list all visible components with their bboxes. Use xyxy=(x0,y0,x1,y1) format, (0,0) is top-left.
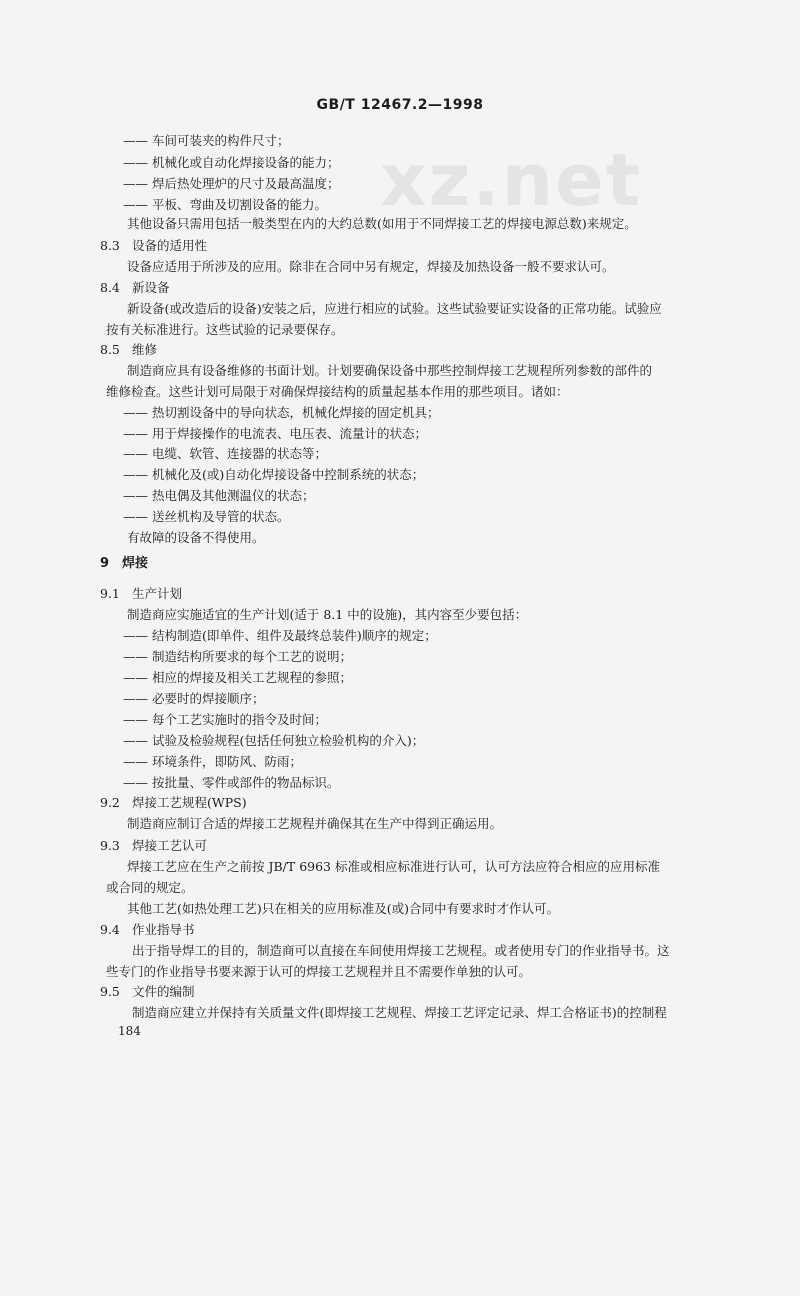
clause-title: 生产计划 xyxy=(132,586,183,601)
clause-title: 新设备 xyxy=(132,280,170,295)
paragraph-line: 出于指导焊工的目的，制造商可以直接在车间使用焊接工艺规程。或者使用专门的作业指导书。这 xyxy=(132,943,670,958)
section-number: 9 xyxy=(100,556,110,571)
clause-heading xyxy=(100,922,195,938)
clause-number: 9.2 xyxy=(100,795,120,810)
list-item: —— 试验及检验规程(包括任何独立检验机构的介入)； xyxy=(123,733,425,748)
clause-title: 维修 xyxy=(132,342,158,357)
section-title: 焊接 xyxy=(122,556,149,571)
clause-number: 9.3 xyxy=(100,838,120,853)
clause-title: 焊接工艺规程(WPS) xyxy=(132,795,247,810)
paragraph-line: 些专门的作业指导书要来源于认可的焊接工艺规程并且不需要作单独的认可。 xyxy=(106,964,532,979)
list-item: —— 机械化或自动化焊接设备的能力； xyxy=(123,155,340,170)
paragraph-line: 其他设备只需用包括一般类型在内的大约总数(如用于不同焊接工艺的焊接电源总数)来规定。 xyxy=(127,216,637,231)
list-item: —— 热切割设备中的导向状态，机械化焊接的固定机具； xyxy=(123,405,440,420)
watermark: xz.net xyxy=(380,138,643,222)
list-item: —— 按批量、零件或部件的物品标识。 xyxy=(123,775,340,790)
paragraph-line: 设备应适用于所涉及的应用。除非在合同中另有规定，焊接及加热设备一般不要求认可。 xyxy=(127,259,615,274)
clause-title: 作业指导书 xyxy=(132,922,195,937)
list-item: —— 热电偶及其他测温仪的状态； xyxy=(123,488,315,503)
clause-heading xyxy=(100,984,195,1000)
section-heading xyxy=(100,556,148,572)
paragraph-line: 有故障的设备不得使用。 xyxy=(127,530,265,545)
clause-number: 8.3 xyxy=(100,238,120,253)
paragraph-line: 维修检查。这些计划可局限于对确保焊接结构的质量起基本作用的那些项目。诸如： xyxy=(106,384,569,399)
list-item: —— 必要时的焊接顺序； xyxy=(123,691,265,706)
paragraph-line: 制造商应制订合适的焊接工艺规程并确保其在生产中得到正确运用。 xyxy=(127,816,503,831)
paragraph-line: 制造商应实施适宜的生产计划(适于 8.1 中的设施)，其内容至少要包括： xyxy=(127,607,528,622)
page-header: GB/T 12467.2—1998 xyxy=(316,97,484,113)
list-item: —— 平板、弯曲及切割设备的能力。 xyxy=(123,197,327,212)
clause-number: 9.1 xyxy=(100,586,120,601)
list-item: —— 用于焊接操作的电流表、电压表、流量计的状态； xyxy=(123,426,427,441)
paragraph-line: 焊接工艺应在生产之前按 JB/T 6963 标准或相应标准进行认可，认可方法应符合相应的应用标准 xyxy=(127,859,660,874)
page-number: 184 xyxy=(118,1024,141,1038)
clause-heading xyxy=(100,795,247,811)
clause-number: 8.5 xyxy=(100,342,120,357)
paragraph-line: 制造商应具有设备维修的书面计划。计划要确保设备中那些控制焊接工艺规程所列参数的部件的 xyxy=(127,363,653,378)
list-item: —— 车间可装夹的构件尺寸； xyxy=(123,133,290,148)
clause-heading xyxy=(100,838,207,854)
clause-heading xyxy=(100,342,157,358)
clause-number: 9.4 xyxy=(100,922,120,937)
clause-number: 8.4 xyxy=(100,280,120,295)
list-item: —— 制造结构所要求的每个工艺的说明； xyxy=(123,649,352,664)
paragraph-line: 或合同的规定。 xyxy=(106,880,194,895)
list-item: —— 结构制造(即单件、组件及最终总装件)顺序的规定； xyxy=(123,628,437,643)
paragraph-line: 新设备(或改造后的设备)安装之后，应进行相应的试验。这些试验要证实设备的正常功能。试验应 xyxy=(127,301,662,316)
list-item: —— 每个工艺实施时的指令及时间； xyxy=(123,712,327,727)
list-item: —— 送丝机构及导管的状态。 xyxy=(123,509,290,524)
clause-heading xyxy=(100,238,207,254)
list-item: —— 焊后热处理炉的尺寸及最高温度； xyxy=(123,176,340,191)
clause-number: 9.5 xyxy=(100,984,120,999)
clause-heading xyxy=(100,280,170,296)
list-item: —— 电缆、软管、连接器的状态等； xyxy=(123,446,327,461)
paragraph-line: 按有关标准进行。这些试验的记录要保存。 xyxy=(106,322,344,337)
clause-title: 设备的适用性 xyxy=(132,238,208,253)
list-item: —— 相应的焊接及相关工艺规程的参照； xyxy=(123,670,352,685)
clause-title: 文件的编制 xyxy=(132,984,195,999)
paragraph-line: 制造商应建立并保持有关质量文件(即焊接工艺规程、焊接工艺评定记录、焊工合格证书)的控制程 xyxy=(132,1005,667,1020)
clause-heading xyxy=(100,586,182,602)
clause-title: 焊接工艺认可 xyxy=(132,838,208,853)
list-item: —— 环境条件，即防风、防雨； xyxy=(123,754,302,769)
list-item: —— 机械化及(或)自动化焊接设备中控制系统的状态； xyxy=(123,467,425,482)
paragraph-line: 其他工艺(如热处理工艺)只在相关的应用标准及(或)合同中有要求时才作认可。 xyxy=(127,901,560,916)
